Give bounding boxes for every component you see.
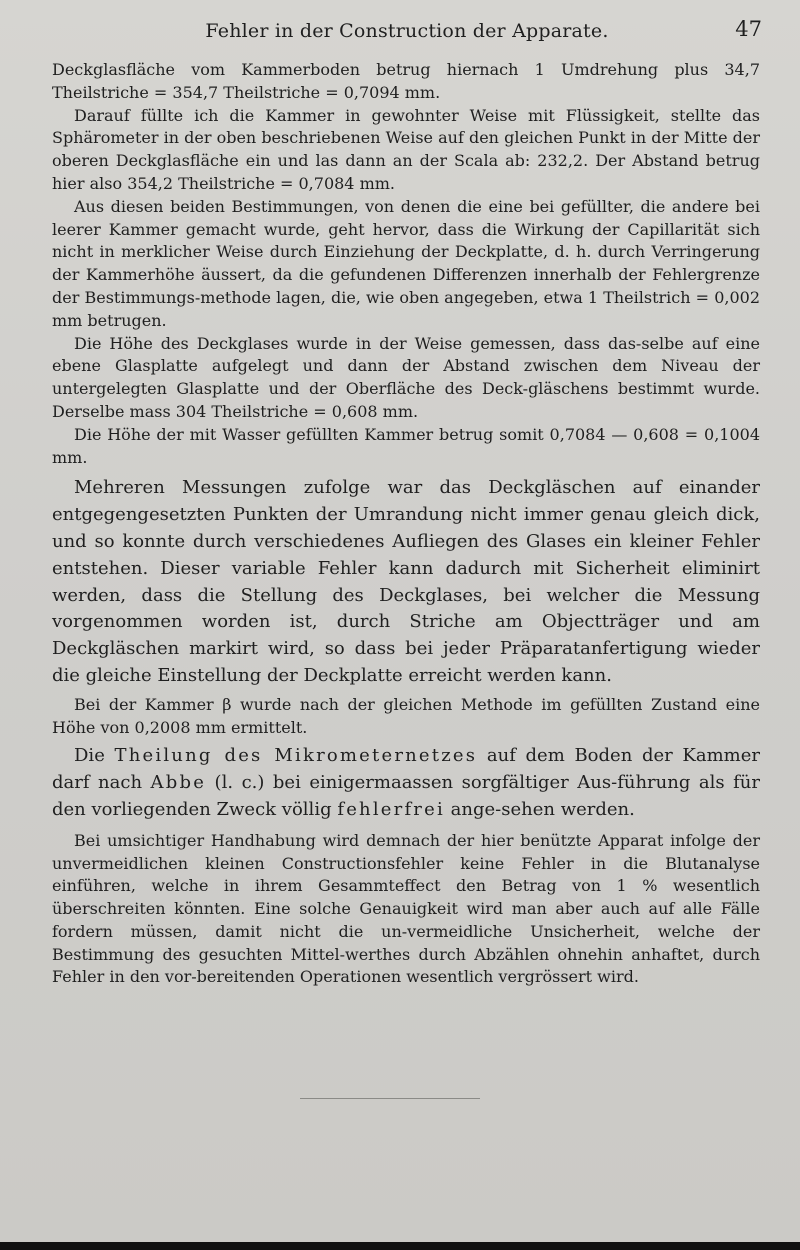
section-small-print-1: [52, 59, 760, 469]
p8-emphasis-abbe: Abbe: [150, 772, 207, 794]
paragraph-7: Bei der Kammer β wurde nach der gleichen Methode im gefüllten Zustand eine Höhe von 0,2008 mm ermittelt.: [52, 694, 760, 737]
paragraph-3: Aus diesen beiden Bestimmungen, von denen die eine bei gefüllter, die andere bei leerer Kammer gemacht wurde, geht hervor, dass die Wirkung der Capillarität sich nicht in merklicher Weise durch Einziehung der Deckplatte, d. h. durch Verringerung der Kammerhöhe äussert, da die gefundenen Differenzen innerhalb der Fehlergrenze der Bestimmungs-methode lagen, die, wie oben angegeben, etwa 1 Theilstrich = 0,002 mm betrugen.: [52, 196, 760, 330]
paragraph-9: Bei umsichtiger Handhabung wird demnach der hier benützte Apparat infolge der unvermeidlichen kleinen Constructionsfehler keine Fehler in die Blutanalyse einführen, welche in ihrem Gesammteffect den Betrag von 1 % wesentlich überschreiten könnten. Eine solche Genauigkeit wird man aber auch auf alle Fälle fordern müssen, damit nicht die un-vermeidliche Unsicherheit, welche der Bestimmung des gesuchten Mittel-werthes durch Abzählen ohnehin anhaftet, durch Fehler in den vor-bereitenden Operationen wesentlich vergrössert wird.: [52, 830, 760, 987]
page-header: [52, 17, 762, 50]
section-large-print-2: [52, 743, 760, 823]
p8-part-g: ange-sehen werden.: [444, 798, 635, 820]
paragraph-6: Mehreren Messungen zufolge war das Deckgläschen auf einander entgegengesetzten Punkten der Umrandung nicht immer genau gleich dick, und so konnte durch verschiedenes Aufliegen des Glases ein kleiner Fehler entstehen. Dieser variable Fehler kann dadurch mit Sicherheit eliminirt werden, dass die Stellung des Deckglases, bei welcher die Messung vorgenommen worden ist, durch Striche am Objectträger und am Deckgläschen markirt wird, so dass bei jeder Präparatanfertigung wieder die gleiche Einstellung der Deckplatte erreicht werden kann.: [52, 477, 760, 686]
faint-rule: [300, 1098, 480, 1099]
p8-part-e: (l. c.) bei einigermaassen sorgfältiger Aus-führung als für den vorliegenden Zweck völlig: [52, 772, 760, 820]
body-text: [52, 59, 760, 989]
section-small-print-3: [52, 830, 760, 990]
running-title: Fehler in der Construction der Apparate.: [205, 20, 609, 42]
page-number: 47: [735, 17, 762, 41]
section-small-print-2: [52, 694, 760, 740]
paragraph-5: Die Höhe der mit Wasser gefüllten Kammer betrug somit 0,7084 — 0,608 = 0,1004 mm.: [52, 424, 760, 467]
paragraph-2: Darauf füllte ich die Kammer in gewohnter Weise mit Flüssigkeit, stellte das Sphärometer in der oben beschriebenen Weise auf den gleichen Punkt in der Mitte der oberen Deckglasfläche ein und las dann an der Scala ab: 232,2. Der Abstand betrug hier also 354,2 Theilstriche = 0,7084 mm.: [52, 105, 760, 193]
section-large-print-1: [52, 475, 760, 689]
p8-part-c: auf dem Boden der Kammer darf nach: [52, 745, 761, 794]
p8-emphasis-fehlerfrei: fehlerfrei: [337, 798, 445, 820]
paragraph-4: Die Höhe des Deckglases wurde in der Weise gemessen, dass das-selbe auf eine ebene Glasplatte aufgelegt und dann der Abstand zwischen dem Niveau der untergelegten Glasplatte und der Oberfläche des Deck-gläschens bestimmt wurde. Derselbe mass 304 Theilstriche = 0,608 mm.: [52, 333, 760, 421]
paragraph-1: Deckglasfläche vom Kammerboden betrug hiernach 1 Umdrehung plus 34,7 Theilstriche = 354,7 Theilstriche = 0,7094 mm.: [52, 60, 760, 102]
paragraph-8: [52, 743, 760, 823]
scan-bottom-edge: [0, 1242, 800, 1250]
p8-emphasis-theilung: Theilung des Mikrometernetzes: [114, 745, 478, 767]
p8-part-a: Die: [74, 745, 115, 767]
